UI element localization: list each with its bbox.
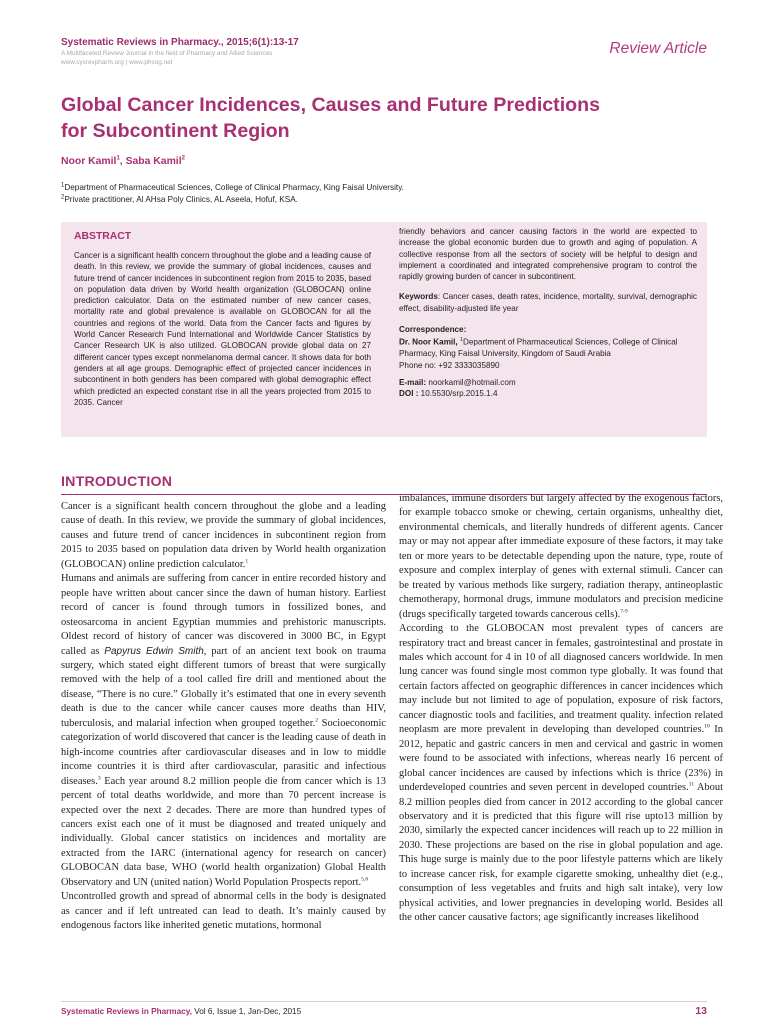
abstract-left-column (74, 230, 371, 408)
citation-ref[interactable]: 1 (245, 558, 249, 565)
article-title (61, 92, 711, 144)
footer-journal: Systematic Reviews in Pharmacy, (61, 1007, 192, 1016)
correspondent-phone: Phone no: +92 3333035890 (399, 360, 500, 370)
abstract-right-column (399, 226, 697, 400)
journal-weblinks[interactable]: www.sysrevpharm.org | www.phcog.net (61, 59, 173, 66)
affil-marker: 2 (61, 193, 65, 200)
correspondence-address (399, 335, 697, 359)
affil-text: Private practitioner, Al AHsa Poly Clinics, AL Aseela, Hofuf, KSA. (64, 194, 298, 204)
title-line-1: Global Cancer Incidences, Causes and Future Predictions (61, 94, 600, 116)
citation-ref[interactable]: 3 (97, 775, 101, 782)
email-link[interactable]: noorkamil@hotmail.com (426, 377, 516, 387)
section-heading-introduction: INTRODUCTION (61, 474, 173, 490)
abstract-box (61, 222, 707, 437)
correspondence-label: Correspondence: (399, 325, 467, 335)
citation-ref[interactable]: 5,6 (361, 876, 369, 883)
paragraph (61, 500, 386, 572)
correspondent-affiliation: Department of Pharmaceutical Sciences, College of Clinical Pharmacy, King Faisal University, Kingdom of Saudi Arabia (399, 338, 678, 359)
body-column-left (61, 500, 386, 934)
body-column-right (399, 492, 723, 926)
affiliations (61, 182, 404, 205)
abstract-heading: ABSTRACT (74, 231, 132, 242)
abstract-text: Cancer is a significant health concern throughout the globe and a leading cause of death. In this review, we provide the summary of global incidences, causes and future trend of cancer incidences in subcontinent region from 2015 to 2035, based on population data driven by World health organization (GLOBOCAN) online prediction calculator. Data on the estimated number of new cancer cases, mortality rate and global prevalence is available on GLOBOCAN for all the countries and regions of the world. Data from the Cancer facts and figures by World Cancer Research Fund International and Worldwide Cancer Statistics by Cancer Research UK is also utilized. GLOBOCAN provide global data on 27 different cancer types except nonmelanoma dermal cancer. It shows data for both genders at all age groups. Demographic effect of projected cancer incidences in subcontinent in both genders has been compared with global demographic effect which predicted an expected constant rise in all the years projected from 2015 to 2035. Cancer (74, 251, 371, 407)
correspondent-affil-ref: 1 (459, 337, 464, 344)
paragraph-text: In 2012, hepatic and gastric cancers in men and cervical and gastric in women were found to be associated with infections, whereas nearly 16 percent of global cancer incidences are caused by infections which is thrice (23%) in underdeveloped countries and seven percent in developed countries. (399, 724, 723, 794)
title-line-2: for Subcontinent Region (61, 120, 290, 142)
paragraph-text: Humans and animals are suffering from cancer in entire recorded history and people have written about cancer since the dawn of human history. Earliest record of cancer is found through tumors in fossilized bones, and osteosarcoma in ancient Egyptian mummies and prehistoric manuscripts. Oldest record of history of cancer was discovered in 3000 BC, in Egypt called as (61, 573, 386, 657)
email-label: E-mail: (399, 377, 427, 387)
citation-ref[interactable]: 10 (704, 723, 710, 730)
paragraph: Uncontrolled growth and spread of abnormal cells in the body is designated as cancer and if left untreated can lead to death. It’s mainly caused by endogenous factors like inherited genetic mutations, hormonal (61, 891, 386, 932)
keywords-label: Keywords (399, 292, 438, 302)
author-affil-ref: 1 (116, 155, 120, 162)
journal-citation: Systematic Reviews in Pharmacy., 2015;6(1):13-17 (61, 37, 299, 48)
paragraph (399, 622, 723, 926)
doi-link[interactable]: 10.5530/srp.2015.1.4 (418, 389, 498, 399)
doi (399, 388, 697, 399)
citation-ref[interactable]: 11 (688, 781, 695, 788)
affiliation-2 (61, 194, 404, 206)
paragraph-text: Each year around 8.2 million people die from cancer which is 13 percent of total deaths worldwide, and more than 70 percent increase is expected over the next 2 decades. There are more than hundred types of cancers exist each one of it must be diagnosed and treated uniquely and individually. Global cancer statistics on incidences and mortality are extracted from the IARC (international agency for research on cancer) GLOBOCAN data base, WHO (world health organization) Global Health Observatory and UN (united nation) World Population Prospects report. (61, 775, 386, 888)
page-footer (61, 1007, 301, 1016)
paragraph-text: imbalances, immune disorders but largely affected by the exogenous factors, for example tobacco smoke or chewing, certain organisms, unhealthy diet, environmental chemicals, and literally hundreds of different agents. Cancer may or may not appear after immediate exposure of these factors, it may take ten or more years to be detectable depending upon the nature, type, route of exposure and complex interplay of genes with external stimuli. Cancer can be treated by various methods like surgery, radiation therapy, antineoplastic chemotherapy, hormonal drugs, immune modulators and precision medicine (drugs specifically targeted towards cancerous cells). (399, 493, 723, 620)
keywords-text: : Cancer cases, death rates, incidence, mortality, survival, demographic effect, disability-adjusted life year (399, 292, 697, 313)
journal-header (61, 36, 707, 67)
correspondent-email (399, 377, 697, 388)
paragraph (399, 492, 723, 622)
citation-ref[interactable]: 7-9 (620, 608, 628, 615)
author-affil-ref: 2 (181, 155, 185, 162)
author-name: Noor Kamil (61, 156, 117, 167)
affiliation-1 (61, 182, 404, 194)
correspondence (399, 324, 697, 400)
doi-label: DOI : (399, 389, 419, 399)
paragraph-text: Socioeconomic categorization of world discovered that cancer is the leading cause of death in high-income countries after cardiovascular diseases and in low to middle income countries it is third after cardiovascular, parasitic and infectious diseases. (61, 717, 386, 787)
footer-issue: Vol 6, Issue 1, Jan-Dec, 2015 (191, 1007, 302, 1016)
affil-text: Department of Pharmaceutical Sciences, College of Clinical Pharmacy, King Faisal University. (64, 183, 404, 192)
paragraph-text: About 8.2 million peoples died from cancer in 2012 according to the global cancer observatory and it is predicted that this figure will rise upto13 million by 2030, similarly the expected cancer incidences will reach up to 22 million in 2030. These projections are based on the rise in global population and age. This huge surge is mainly due to the poor lifestyle patterns which are likely to increase cancer risk, for example cigarette smoking, unhealthy diet (e.g., consumption of less vegetables and fruits and high salt intake), very low physical activities, and lower pregnancies in developing world. Besides all the other cancer causative factors; age significantly increases likelihood (399, 782, 723, 924)
journal-tagline: A Multifaceted Review Journal in the field of Pharmacy and Allied Sciences (61, 50, 273, 57)
paragraph-text: , part of an ancient text book on trauma surgery, which stated eight different tumors of breast that were surgically removed with the help of a tool called fire drill and mentioned about the disease, “There is no cure.” Globally it’s estimated that one in every seventh death is due to the cancer while cancer causes more deaths than HIV, tuberculosis, and malarial infection when grouped together. (61, 645, 386, 729)
article-type: Review Article (609, 40, 707, 57)
affil-marker: 1 (61, 182, 65, 189)
page-number: 13 (695, 1005, 707, 1017)
keywords (399, 291, 697, 314)
paragraph (61, 572, 386, 890)
paragraph-text: Cancer is a significant health concern throughout the globe and a leading cause of death. In this review, we provide the summary of global incidences, causes and future trend of cancer incidences in subcontinent region from 2015 to 2035 based on population data driven by World health organization (GLOBOCAN) online prediction calculator. (61, 501, 386, 570)
abstract-text-continued: friendly behaviors and cancer causing factors in the world are expected to increase the global economic burden due to growth and aging of population. A collective response from all the sectors of society will be helpful to design and implement a coordinated and integrated comprehensive program to control the rapidly growing burden of cancer in subcontinent. (399, 227, 697, 282)
author-list: Noor Kamil$^1$, Saba Kamil$^2$ (61, 155, 185, 167)
citation-ref[interactable]: 2 (315, 717, 319, 724)
footer-divider (61, 1001, 707, 1002)
author-name: Saba Kamil (125, 156, 182, 167)
emphasized-text: Papyrus Edwin Smith (104, 645, 204, 657)
paragraph-text: According to the GLOBOCAN most prevalent types of cancers are respiratory tract and breast cancer in females, gastrointestinal and prostate in males which account for 4 in 10 of all diagnosed cancers worldwide. In men lung cancer was found single most common type globally. It was found that certain factors affected on geographic differences in cancer incidences which may include but not limited to age of population, exposure of risk factors, cancer diagnostic tools and facilities, and treatment quality. infection related neoplasm are more prevalent in developing than developed countries. (399, 623, 723, 736)
correspondent-name: Dr. Noor Kamil, (399, 338, 458, 348)
